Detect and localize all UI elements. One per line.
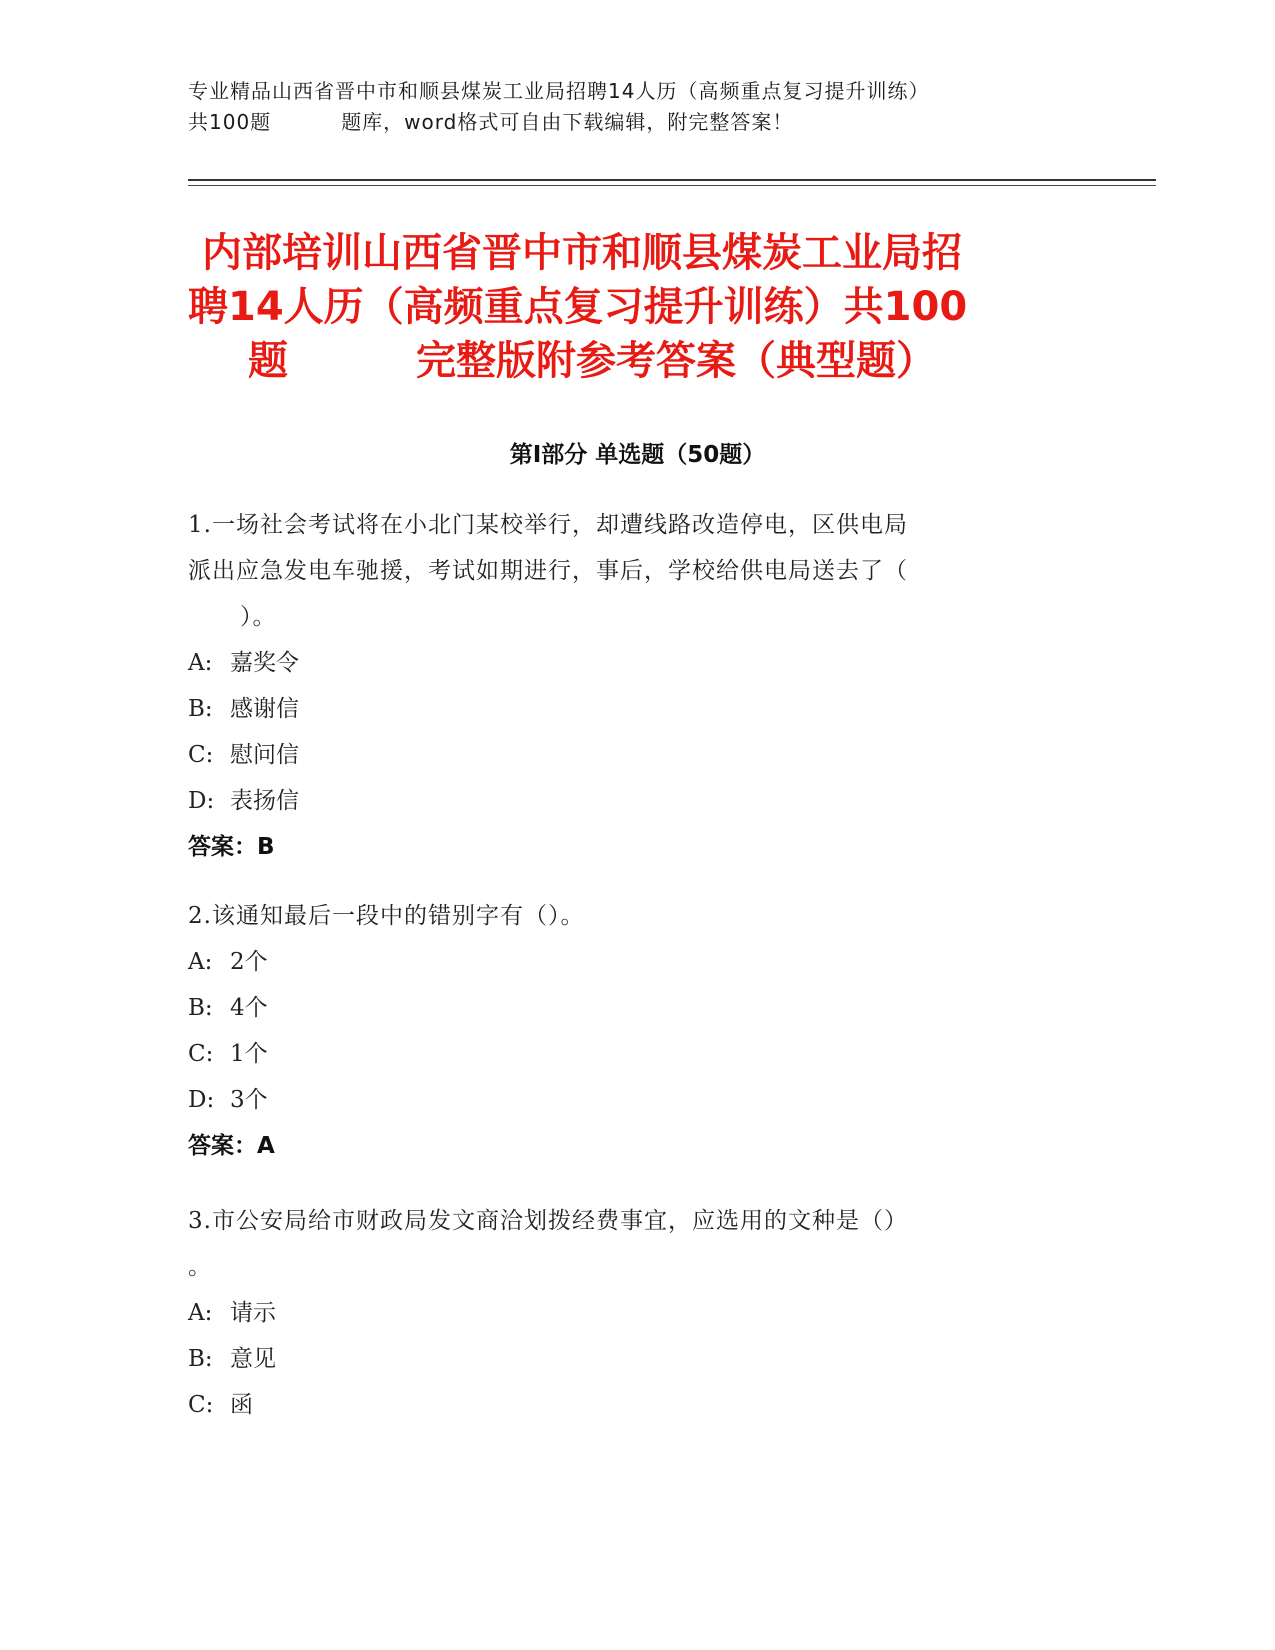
question-2-option-b [188,985,1068,1031]
title-line-2: 聘14人历（高频重点复习提升训练）共100 [188,284,968,330]
question-1-option-a [188,640,1068,686]
question-3-option-c [188,1382,1068,1428]
question-2-answer: 答案：A [188,1133,275,1159]
question-3-stem-line-2: 。 [188,1254,212,1280]
option-text: 3个 [230,1087,268,1113]
title-line-3 [188,334,1088,388]
header-question-count: 共100题 [188,110,272,134]
question-2-option-d [188,1077,1068,1123]
question-1-stem-line-2: 派出应急发电车驰援，考试如期进行，事后，学校给供电局送去了（ [188,558,908,584]
option-text: 感谢信 [230,696,299,722]
title-line-3-right: 完整版附参考答案（典型题） [416,338,936,384]
option-label: D: [188,788,215,814]
question-3-option-a [188,1290,1068,1336]
question-2-option-a [188,939,1068,985]
option-text: 4个 [230,995,268,1021]
header-rule-thick [188,179,1156,181]
option-text: 1个 [230,1041,268,1067]
option-label: A: [188,650,213,676]
option-label: C: [188,742,214,768]
option-label: D: [188,1087,215,1113]
question-1-option-d [188,778,1068,824]
option-label: C: [188,1041,214,1067]
option-label: B: [188,696,213,722]
option-text: 请示 [230,1300,276,1326]
question-2 [188,893,1068,1169]
question-1-option-b [188,686,1068,732]
question-1-stem [188,502,1068,640]
question-2-option-c [188,1031,1068,1077]
question-1-stem-line-3-text: ）。 [240,604,277,630]
question-3 [188,1198,1068,1428]
title-line-1: 内部培训山西省晋中市和顺县煤炭工业局招 [202,230,962,276]
question-2-stem [188,893,1068,939]
question-1 [188,502,1068,870]
question-1-option-c [188,732,1068,778]
question-2-stem-line-1: 2.该通知最后一段中的错别字有（）。 [188,903,585,929]
title-line-3-left: 题 [248,338,288,384]
option-label: B: [188,1346,213,1372]
question-3-stem-line-1: 3.市公安局给市财政局发文商洽划拨经费事宜，应选用的文种是（） [188,1208,908,1234]
header-line-2 [188,107,1088,138]
header-rule-thin [188,185,1156,186]
option-text: 慰问信 [230,742,299,768]
option-text: 意见 [230,1346,276,1372]
question-3-option-b [188,1336,1068,1382]
section-heading: 第Ⅰ部分 单选题（50题） [509,442,766,468]
question-3-stem [188,1198,1068,1290]
question-1-stem-line-1: 1.一场社会考试将在小北门某校举行，却遭线路改造停电，区供电局 [188,512,908,538]
header-description: 题库，word格式可自由下载编辑，附完整答案！ [341,110,794,134]
option-text: 嘉奖令 [230,650,299,676]
option-label: C: [188,1392,214,1418]
option-text: 表扬信 [230,788,299,814]
option-label: B: [188,995,213,1021]
document-title [188,226,1088,388]
header-line-1: 专业精品山西省晋中市和顺县煤炭工业局招聘14人历（高频重点复习提升训练） [188,79,930,103]
question-1-stem-line-3 [188,594,1068,640]
option-text: 2个 [230,949,268,975]
option-label: A: [188,949,213,975]
option-label: A: [188,1300,213,1326]
option-text: 函 [230,1392,253,1418]
document-header [188,76,1088,138]
question-1-answer: 答案：B [188,834,275,860]
